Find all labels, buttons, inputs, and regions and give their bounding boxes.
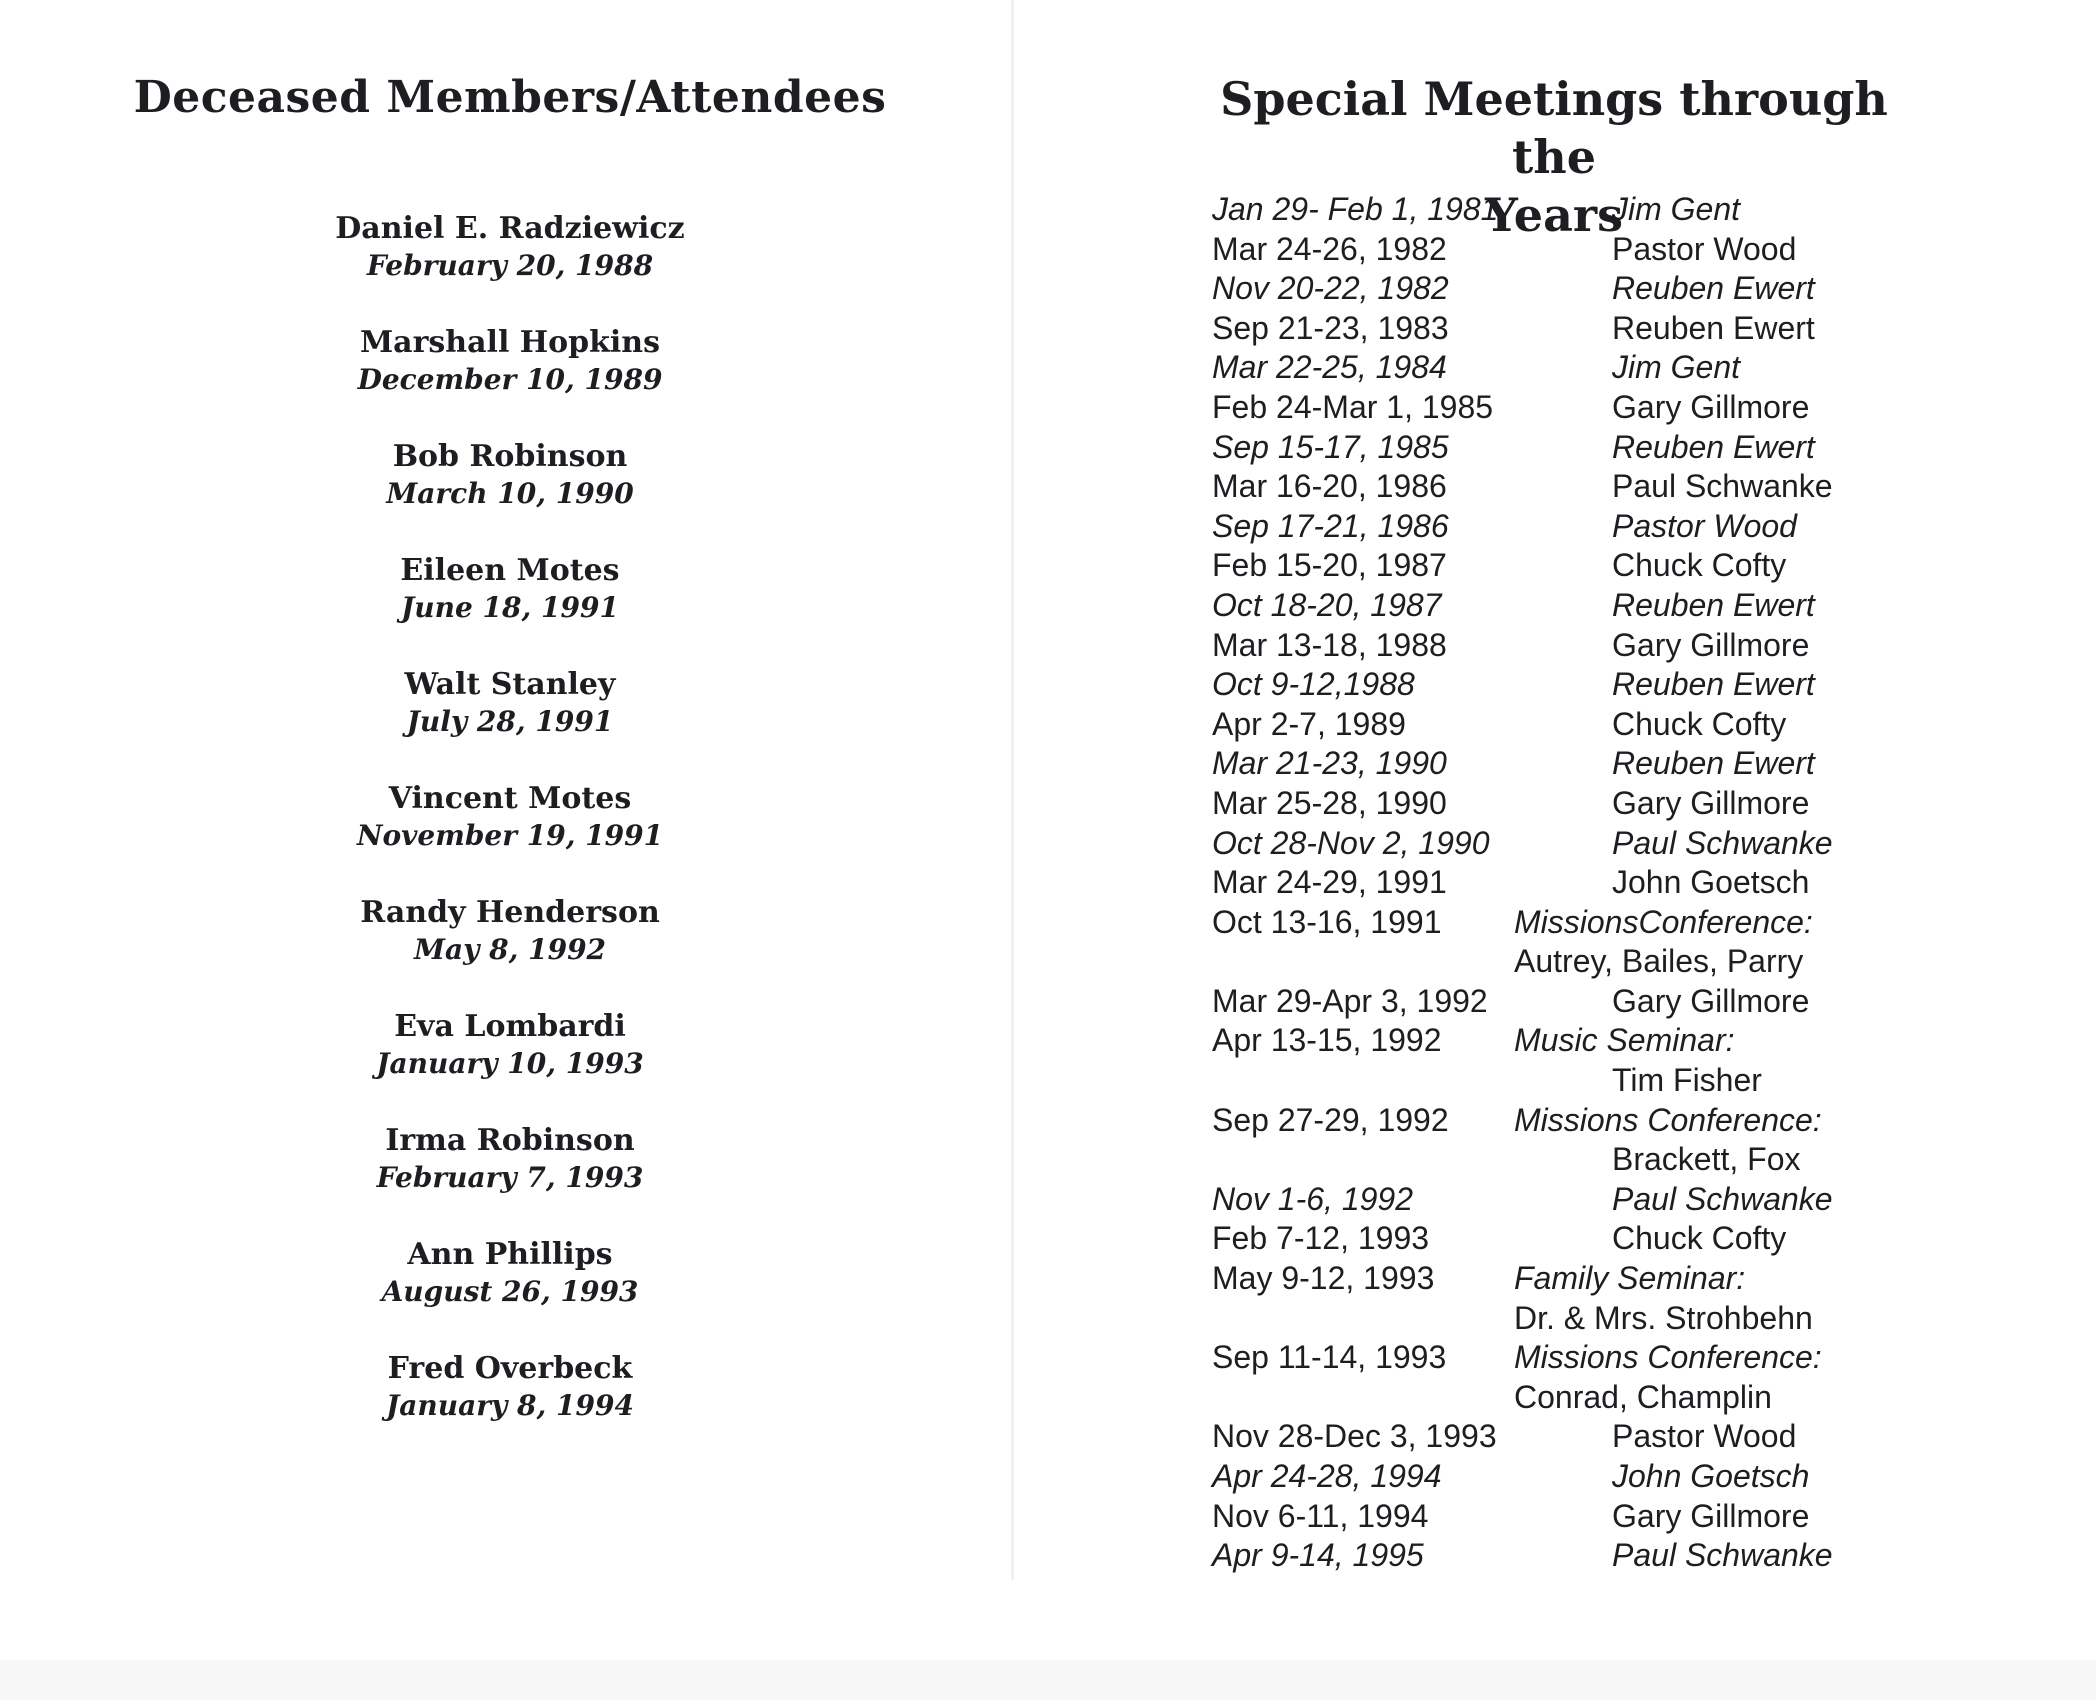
left-page [0,0,1010,1660]
meeting-speaker: Chuck Cofty [1612,1220,1787,1257]
meeting-date: Jan 29- Feb 1, 1981 [1212,191,1499,227]
deceased-name: Bob Robinson [392,439,628,474]
meeting-speaker: Gary Gillmore [1612,388,1810,425]
meeting-speaker: Reuben Ewert [1612,270,1815,307]
meeting-row [1014,1101,2096,1141]
meeting-date: Apr 2-7, 1989 [1212,705,1406,742]
meeting-row [1014,982,2096,1022]
meeting-row [1014,1338,2096,1378]
meeting-speaker: Paul Schwanke [1612,1537,1833,1574]
meeting-row [1014,1219,2096,1259]
meeting-row [1014,863,2096,903]
meeting-row [1014,1021,2096,1061]
meetings-title-line1: Special Meetings through the [1220,72,1888,184]
meeting-speaker: Pastor Wood [1612,507,1797,544]
meeting-date: Apr 13-15, 1992 [1212,1022,1442,1059]
meeting-speaker: Chuck Cofty [1612,547,1787,584]
meeting-row [1014,665,2096,705]
meeting-date: Apr 9-14, 1995 [1212,1537,1424,1574]
meetings-list [1014,190,2096,1576]
meeting-speaker: Paul Schwanke [1612,824,1833,861]
meeting-row [1014,1417,2096,1457]
meeting-row [1014,467,2096,507]
meeting-row [1014,1180,2096,1220]
meeting-row [1014,507,2096,547]
meeting-row [1014,824,2096,864]
meeting-row [1014,784,2096,824]
deceased-name: Daniel E. Radziewicz [335,211,685,246]
meeting-speakers: Dr. & Mrs. Strohbehn [1514,1299,1813,1336]
deceased-entry [310,324,710,438]
meeting-speaker: Reuben Ewert [1612,428,1815,465]
meeting-date: Mar 16-20, 1986 [1212,468,1447,505]
meeting-date: Oct 13-16, 1991 [1212,903,1442,940]
meeting-date: Mar 29-Apr 3, 1992 [1212,982,1488,1019]
meeting-row-continued [1014,1378,2096,1418]
meeting-speaker: Gary Gillmore [1612,982,1810,1019]
meeting-date: Sep 15-17, 1985 [1212,428,1449,465]
deceased-entry [310,1008,710,1122]
meeting-date: Oct 28-Nov 2, 1990 [1212,824,1490,861]
meeting-speakers: Autrey, Bailes, Parry [1514,943,1804,980]
meeting-speaker: Reuben Ewert [1612,666,1815,703]
meeting-row [1014,586,2096,626]
meeting-date: Mar 13-18, 1988 [1212,626,1447,663]
deceased-date: January 8, 1994 [386,1389,634,1422]
meeting-row [1014,546,2096,586]
meeting-event-label: Music Seminar: [1514,1022,1735,1059]
meeting-date: Feb 15-20, 1987 [1212,547,1447,584]
deceased-entry [310,894,710,1008]
meeting-date: Nov 1-6, 1992 [1212,1180,1414,1217]
meeting-row-continued [1014,1299,2096,1339]
deceased-date: August 26, 1993 [381,1275,639,1308]
meeting-date: Mar 25-28, 1990 [1212,784,1447,821]
meeting-speakers: Tim Fisher [1612,1062,1762,1099]
deceased-entry [310,1350,710,1464]
deceased-entry [310,1236,710,1350]
meeting-row [1014,1536,2096,1576]
meeting-row [1014,309,2096,349]
deceased-list [310,210,710,1464]
deceased-name: Vincent Motes [388,781,632,816]
meeting-date: Feb 24-Mar 1, 1985 [1212,388,1494,425]
meeting-date: Sep 21-23, 1983 [1212,309,1449,346]
meeting-event-label: MissionsConference: [1514,903,1813,940]
meeting-date: Mar 24-29, 1991 [1212,864,1447,901]
deceased-entry [310,552,710,666]
meeting-date: Mar 21-23, 1990 [1212,745,1447,782]
meeting-speaker: Gary Gillmore [1612,1497,1810,1534]
meeting-speaker: Jim Gent [1612,191,1741,227]
meeting-row [1014,388,2096,428]
deceased-name: Eileen Motes [400,553,620,588]
deceased-date: November 19, 1991 [356,819,664,852]
deceased-name: Walt Stanley [404,667,616,702]
meeting-date: Nov 28-Dec 3, 1993 [1212,1418,1497,1455]
meeting-row-continued [1014,1140,2096,1180]
deceased-date: January 10, 1993 [376,1047,644,1080]
meeting-date: May 9-12, 1993 [1212,1260,1435,1297]
deceased-date: May 8, 1992 [413,933,607,966]
meeting-row [1014,626,2096,666]
meeting-speaker: Reuben Ewert [1612,586,1815,623]
deceased-entry [310,438,710,552]
deceased-date: March 10, 1990 [386,477,634,510]
deceased-entry [310,210,710,324]
deceased-name: Ann Phillips [407,1237,613,1272]
deceased-entry [310,780,710,894]
meeting-date: Nov 6-11, 1994 [1212,1497,1429,1534]
meeting-speakers: Conrad, Champlin [1514,1378,1772,1415]
deceased-name: Eva Lombardi [394,1009,626,1044]
deceased-title: Deceased Members/Attendees [133,72,887,123]
deceased-date: February 7, 1993 [376,1161,644,1194]
meeting-row-continued [1014,1061,2096,1101]
deceased-name: Fred Overbeck [387,1351,633,1386]
meeting-speaker: Chuck Cofty [1612,705,1787,742]
deceased-entry [310,1122,710,1236]
meeting-speaker: John Goetsch [1612,1458,1810,1494]
meeting-speaker: Pastor Wood [1612,230,1797,267]
meeting-date: Sep 11-14, 1993 [1212,1339,1447,1376]
meeting-speaker: Pastor Wood [1612,1418,1797,1455]
meeting-row [1014,348,2096,388]
meeting-date: Oct 9-12,1988 [1212,666,1415,703]
meeting-event-label: Missions Conference: [1514,1101,1822,1138]
meeting-date: Feb 7-12, 1993 [1212,1220,1430,1257]
deceased-date: February 20, 1988 [366,249,654,282]
meeting-speaker: John Goetsch [1612,864,1810,901]
meeting-speaker: Gary Gillmore [1612,626,1810,663]
meeting-row-continued [1014,942,2096,982]
meeting-speaker: Reuben Ewert [1612,309,1815,346]
meeting-date: Mar 22-25, 1984 [1212,349,1447,386]
meeting-speaker: Paul Schwanke [1612,468,1833,505]
meeting-date: Oct 18-20, 1987 [1212,586,1442,623]
meeting-speaker: Gary Gillmore [1612,784,1810,821]
meeting-row [1014,744,2096,784]
meeting-row [1014,705,2096,745]
meeting-event-label: Missions Conference: [1514,1339,1822,1376]
deceased-entry [310,666,710,780]
meeting-row [1014,190,2096,230]
deceased-name: Marshall Hopkins [359,325,661,360]
meeting-row [1014,428,2096,468]
meeting-date: Mar 24-26, 1982 [1212,230,1447,267]
meeting-row [1014,269,2096,309]
meetings-title-line2: Years [1484,188,1624,242]
meeting-row [1014,903,2096,943]
meeting-row [1014,1457,2096,1497]
meeting-speaker: Jim Gent [1612,349,1741,386]
deceased-date: July 28, 1991 [406,705,614,738]
meeting-date: Apr 24-28, 1994 [1212,1458,1442,1494]
meeting-speaker: Reuben Ewert [1612,745,1815,782]
deceased-date: December 10, 1989 [357,363,663,396]
deceased-name: Randy Henderson [360,895,660,930]
meeting-date: Sep 17-21, 1986 [1212,507,1449,544]
meeting-row [1014,1259,2096,1299]
page-bottom-edge [0,1660,2096,1700]
meeting-speaker: Paul Schwanke [1612,1180,1833,1217]
meeting-row [1014,230,2096,270]
right-page [1014,0,2096,1660]
deceased-name: Irma Robinson [385,1123,635,1158]
meeting-date: Nov 20-22, 1982 [1212,270,1449,307]
deceased-date: June 18, 1991 [401,591,619,624]
meeting-speakers: Brackett, Fox [1612,1141,1801,1178]
meeting-event-label: Family Seminar: [1514,1260,1746,1297]
meeting-date: Sep 27-29, 1992 [1212,1101,1449,1138]
meeting-row [1014,1497,2096,1537]
